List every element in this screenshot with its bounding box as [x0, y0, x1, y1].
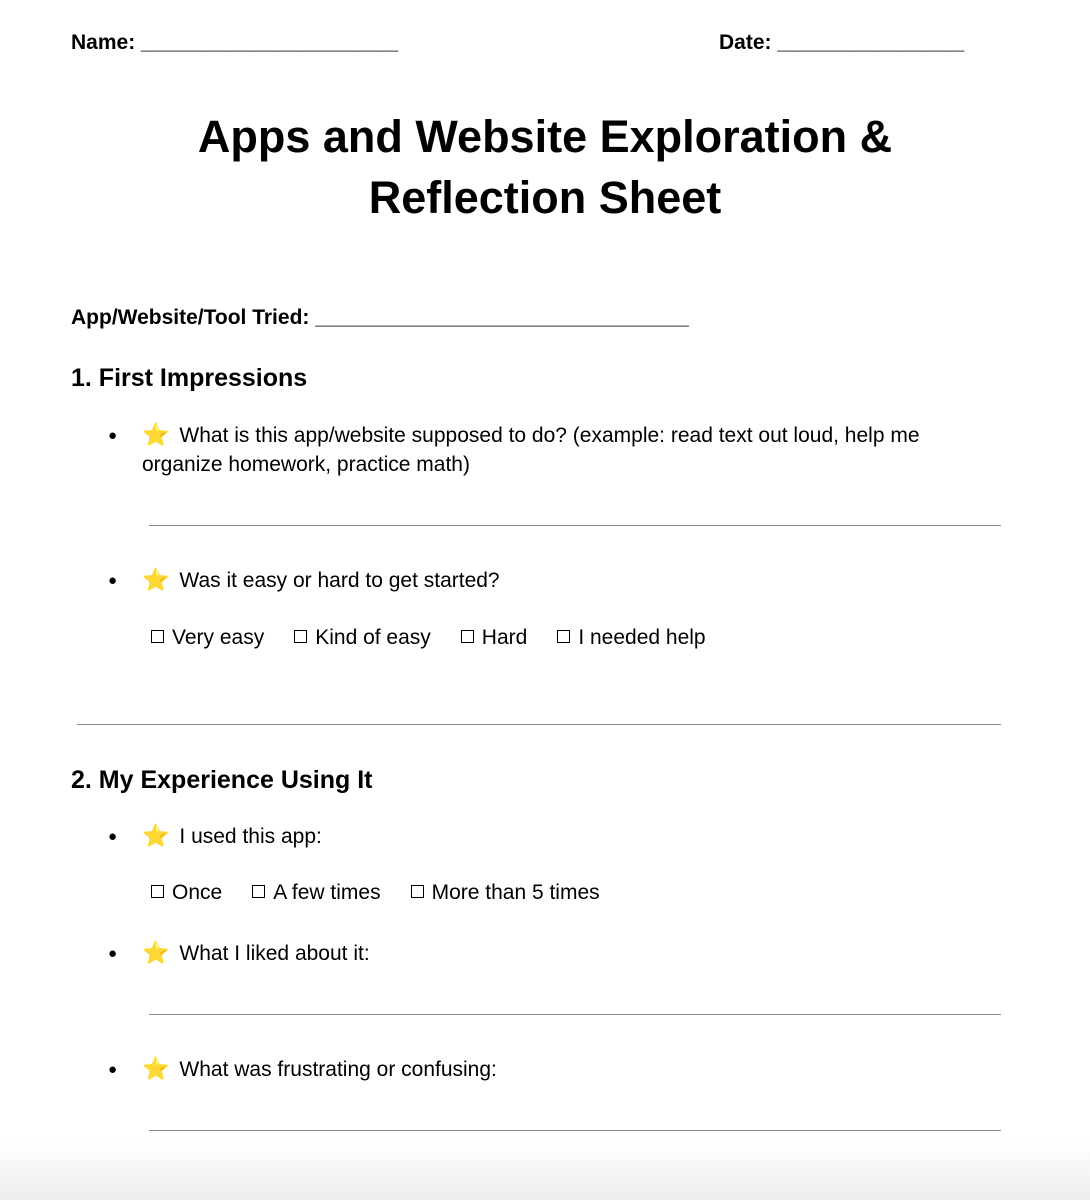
section-2-heading: 2. My Experience Using It — [71, 766, 373, 794]
section-1-heading: 1. First Impressions — [71, 364, 308, 392]
date-field[interactable]: Date: ________________ — [719, 31, 965, 54]
question-frustrating — [142, 1054, 497, 1084]
checkbox-icon[interactable] — [557, 630, 570, 643]
bullet-icon: ● — [108, 828, 118, 845]
checkbox-icon[interactable] — [461, 630, 474, 643]
title-line-1: Apps and Website Exploration & — [197, 111, 893, 162]
page-title — [0, 106, 1090, 228]
getting-started-options — [151, 626, 736, 650]
question-purpose-text: What is this app/website supposed to do? (example: read text out loud, help me organize homework, practice math) — [142, 424, 920, 476]
bullet-icon: ● — [108, 572, 118, 589]
question-usage-frequency-text: I used this app: — [179, 825, 322, 848]
option-more-than-5[interactable]: More than 5 times — [411, 881, 600, 905]
checkbox-icon[interactable] — [151, 885, 164, 898]
name-field[interactable]: Name: ______________________ — [71, 31, 398, 54]
usage-frequency-options — [151, 881, 630, 905]
checkbox-icon[interactable] — [151, 630, 164, 643]
question-getting-started-text: Was it easy or hard to get started? — [179, 569, 500, 592]
checkbox-icon[interactable] — [294, 630, 307, 643]
option-very-easy[interactable]: Very easy — [151, 626, 264, 650]
star-icon: ⭐ — [142, 940, 170, 965]
option-needed-help[interactable]: I needed help — [557, 626, 705, 650]
option-few-times[interactable]: A few times — [252, 881, 380, 905]
star-icon: ⭐ — [142, 1056, 170, 1081]
star-icon: ⭐ — [142, 823, 170, 848]
checkbox-icon[interactable] — [411, 885, 424, 898]
answer-line-purpose[interactable] — [149, 525, 1001, 526]
answer-line-frustrating[interactable] — [149, 1130, 1001, 1131]
page-bottom-fade — [0, 1140, 1090, 1200]
question-getting-started — [142, 565, 500, 595]
tool-tried-field[interactable]: App/Website/Tool Tried: ________________________________ — [71, 306, 689, 329]
option-hard[interactable]: Hard — [461, 626, 528, 650]
option-kind-of-easy[interactable]: Kind of easy — [294, 626, 431, 650]
star-icon: ⭐ — [142, 567, 170, 592]
bullet-icon: ● — [108, 945, 118, 962]
checkbox-icon[interactable] — [252, 885, 265, 898]
section-divider — [77, 724, 1001, 725]
option-once[interactable]: Once — [151, 881, 222, 905]
question-usage-frequency — [142, 821, 322, 851]
question-liked — [142, 938, 370, 968]
answer-line-liked[interactable] — [149, 1014, 1001, 1015]
bullet-icon: ● — [108, 427, 118, 444]
star-icon: ⭐ — [142, 422, 170, 447]
question-purpose — [142, 420, 1002, 479]
question-liked-text: What I liked about it: — [179, 942, 370, 965]
bullet-icon: ● — [108, 1061, 118, 1078]
question-frustrating-text: What was frustrating or confusing: — [179, 1058, 497, 1081]
title-line-2: Reflection Sheet — [368, 172, 722, 223]
